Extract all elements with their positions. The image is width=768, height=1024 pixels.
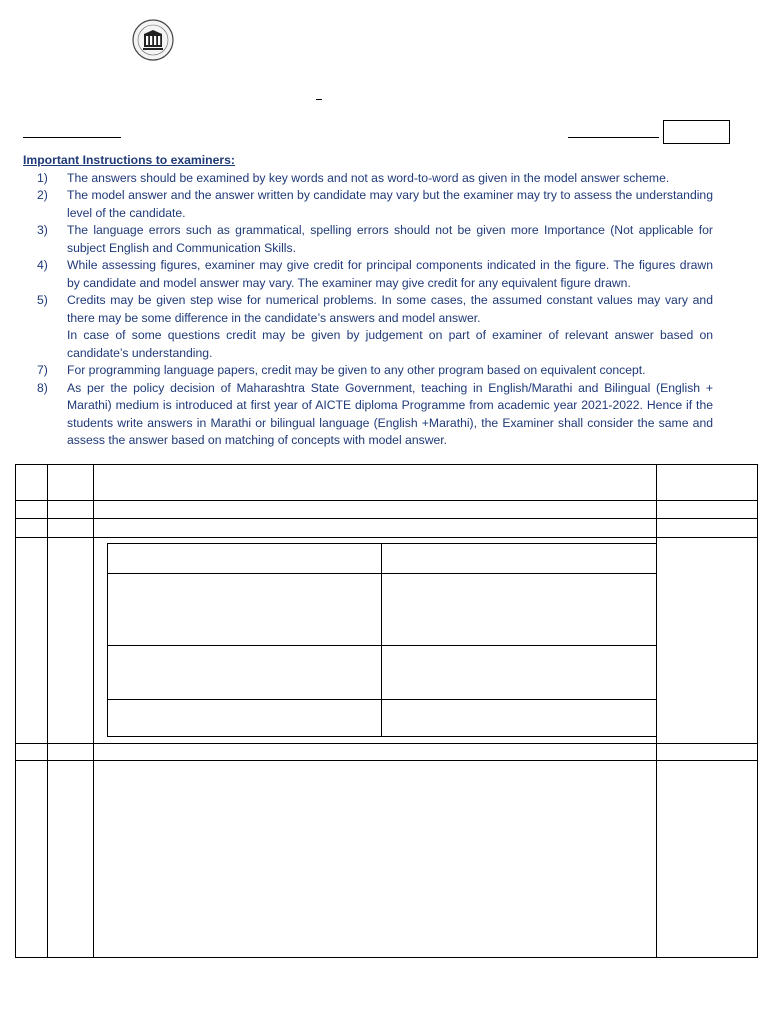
instruction-text: The model answer and the answer written by candidate may vary but the examiner may try to assess the understanding level of the candidate. xyxy=(67,188,713,220)
header-underline-right xyxy=(568,137,659,138)
institution-logo-icon xyxy=(131,18,175,62)
instruction-number: 4) xyxy=(37,258,48,272)
table-rule xyxy=(15,518,758,519)
table-rule xyxy=(15,537,758,538)
table-rule xyxy=(15,957,758,958)
instruction-number: 8) xyxy=(37,380,48,395)
instruction-number: 2) xyxy=(37,188,48,202)
instruction-number: 3) xyxy=(37,223,48,237)
instruction-item xyxy=(23,222,713,257)
table-rule xyxy=(15,464,16,958)
instruction-item xyxy=(23,170,713,188)
table-rule xyxy=(656,464,657,958)
table-rule xyxy=(93,464,94,958)
table-rule xyxy=(15,500,758,501)
instruction-text: Credits may be given step wise for numerical problems. In some cases, the assumed constant values may vary and there may be some difference in the candidate’s answers and model answer. xyxy=(67,293,713,325)
table-rule xyxy=(15,760,758,761)
instruction-text: The answers should be examined by key words and not as word-to-word as given in the model answer scheme. xyxy=(67,170,670,185)
instruction-item xyxy=(23,380,713,450)
instruction-item xyxy=(23,187,713,222)
instruction-text: The language errors such as grammatical, spelling errors should not be given more Importance (Not applicable for subject English and Communication Skills. xyxy=(67,223,713,255)
instruction-text: As per the policy decision of Maharashtra State Government, teaching in English/Marathi and Bilingual (English + Marathi) medium is introduced at first year of AICTE diploma Programme from academic year 2021-2022. Hence if the students write answers in Marathi or bilingual language (English +Marathi), the Examiner shall consider the same and assess the answer based on matching of concepts with model answer. xyxy=(67,380,713,447)
instruction-item xyxy=(23,292,713,362)
instructions-list xyxy=(23,170,713,450)
instruction-item xyxy=(23,362,713,380)
instructions-heading: Important Instructions to examiners: xyxy=(23,153,235,167)
table-rule xyxy=(15,464,758,465)
header-underline-left xyxy=(23,137,121,138)
instruction-number: 7) xyxy=(37,363,48,377)
examiner-instructions xyxy=(23,152,713,450)
header-code-box xyxy=(663,120,730,144)
instruction-extra-text: In case of some questions credit may be given by judgement on part of examiner of relevant answer based on candidate’s understanding. xyxy=(67,328,713,360)
inner-table-rule xyxy=(107,543,108,737)
instruction-number: 5) xyxy=(37,293,48,307)
instruction-text: For programming language papers, credit may be given to any other program based on equivalent concept. xyxy=(67,363,646,377)
title-dash xyxy=(316,99,322,100)
table-rule xyxy=(15,743,758,744)
instruction-item xyxy=(23,257,713,292)
table-rule xyxy=(47,464,48,958)
instruction-number: 1) xyxy=(37,170,48,185)
inner-table-rule xyxy=(381,543,382,737)
table-rule xyxy=(757,464,758,958)
instruction-text: While assessing figures, examiner may give credit for principal components indicated in the figure. The figures drawn by candidate and model answer may vary. The examiner may give credit for any equivalent figure drawn. xyxy=(67,258,713,290)
